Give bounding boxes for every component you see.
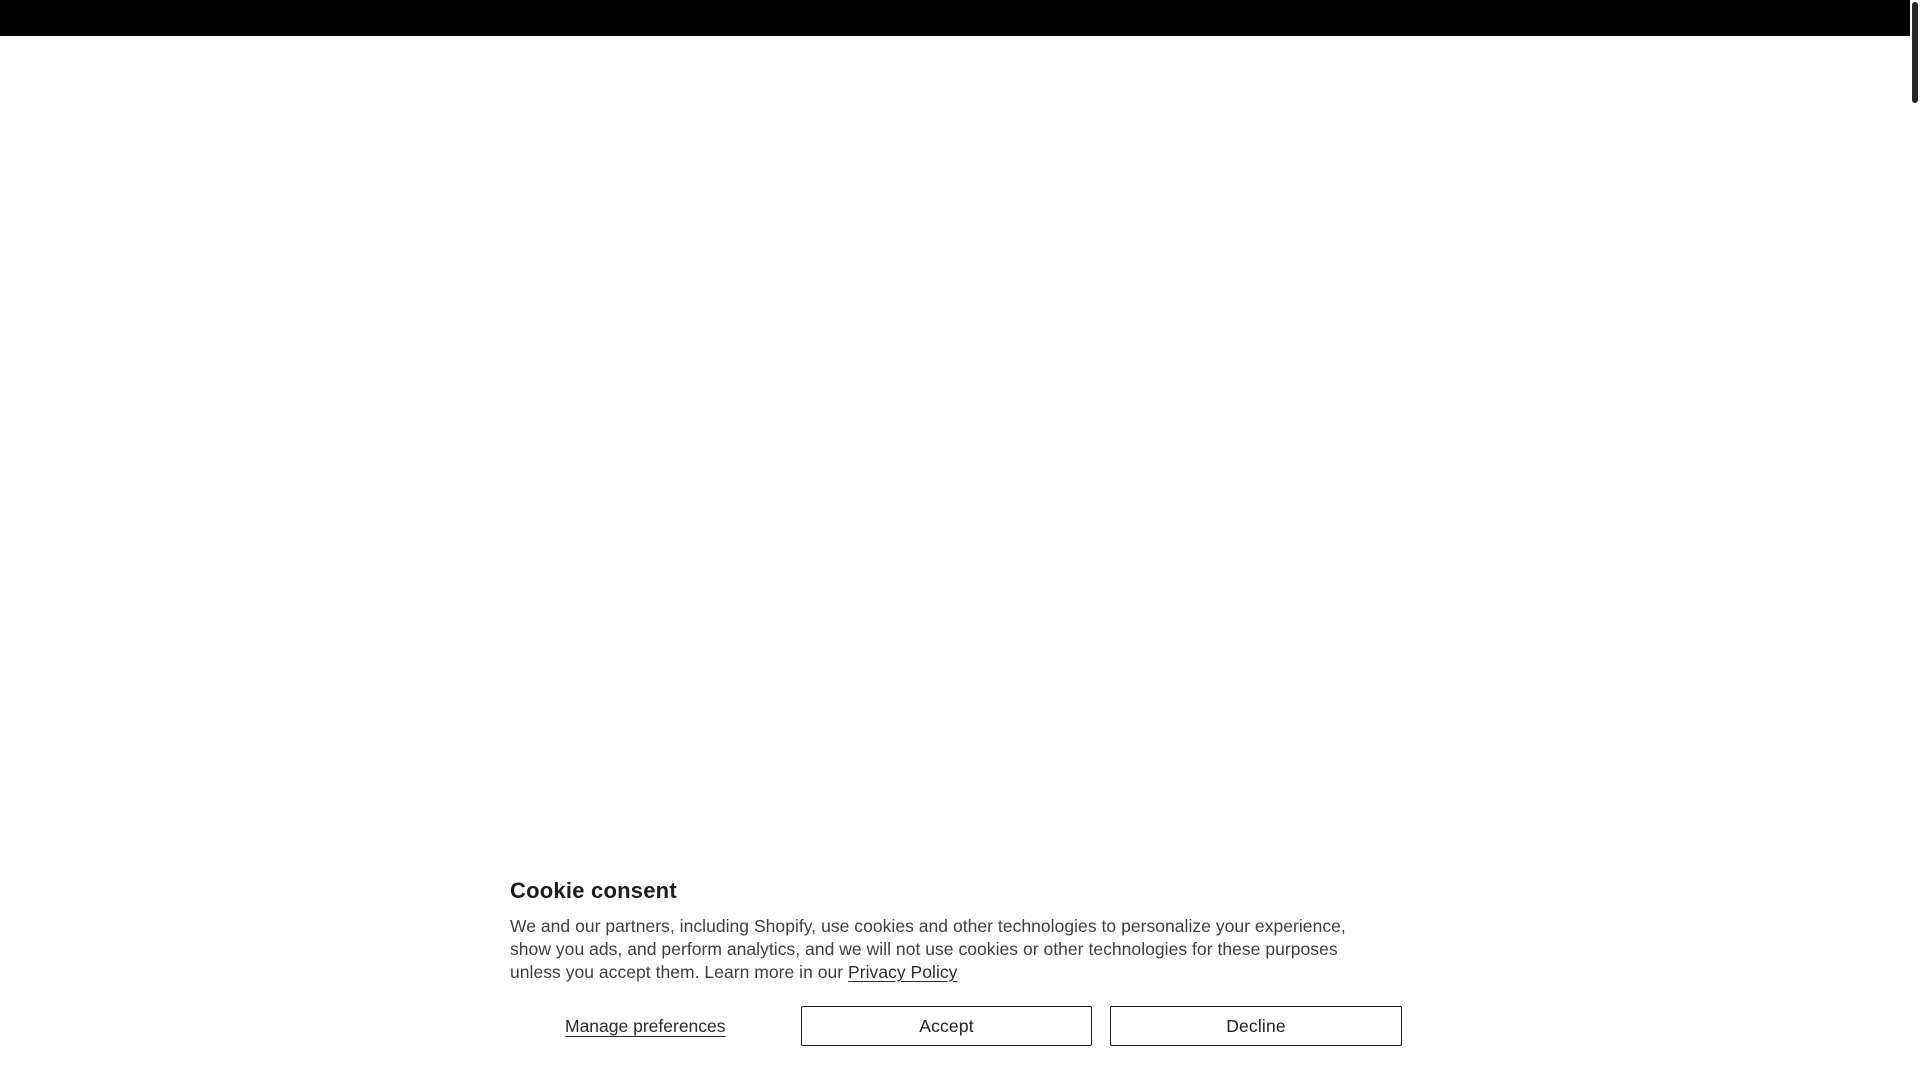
scrollbar-thumb[interactable] [1912,2,1918,103]
announcement-bar [0,0,1910,36]
manage-preferences-link[interactable]: Manage preferences [565,1015,726,1036]
cookie-consent-text: We and our partners, including Shopify, use cookies and other technologies to personalize your experience, show you ads, and perform analytics, and we will not use cookies or other technologies for these purposes unless you accept them. Learn more in our [510,916,1346,982]
accept-button[interactable]: Accept [801,1006,1092,1046]
page-content-empty [0,36,1920,877]
scrollbar-track[interactable] [1910,0,1920,1080]
cookie-consent-banner [0,877,1920,1080]
cookie-consent-inner [510,877,1402,1046]
cookie-consent-title: Cookie consent [510,878,677,903]
cookie-consent-actions [510,1006,1402,1046]
cookie-consent-message [510,915,1382,984]
decline-button[interactable]: Decline [1110,1006,1402,1046]
privacy-policy-link[interactable]: Privacy Policy [848,962,958,982]
